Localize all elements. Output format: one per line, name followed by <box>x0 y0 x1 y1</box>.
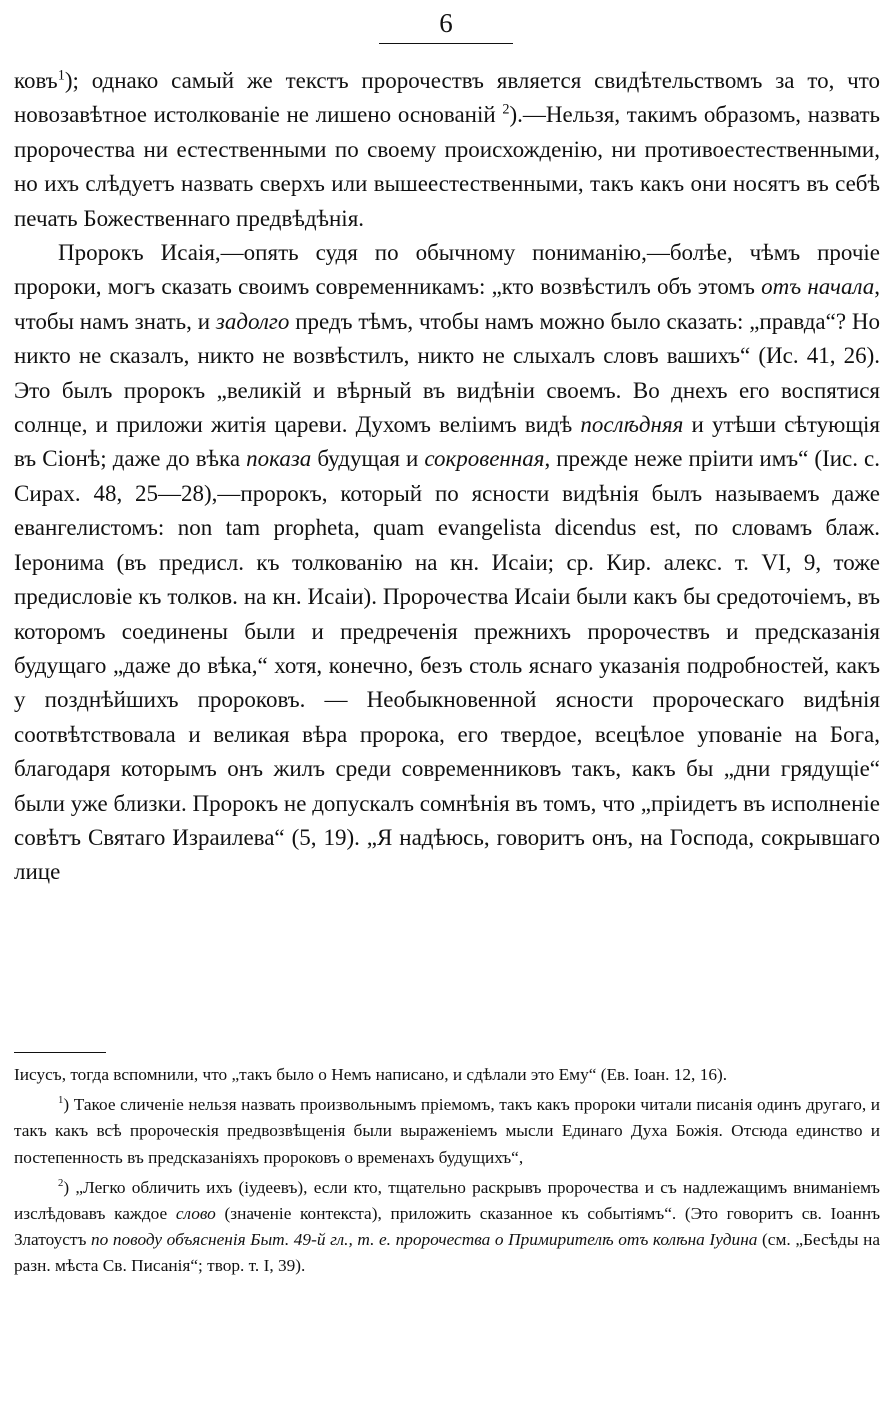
footnote-separator <box>14 1052 106 1053</box>
page-header <box>0 8 892 44</box>
main-text <box>14 64 880 890</box>
footnote-1: $^1$) Такое сличеніе нельзя назвать произвольнымъ пріемомъ, такъ какъ пророки читали писанія одинъ другаго, и такъ какъ всѣ пророческія предвозвѣщенія были выраженіемъ мысли Единаго Духа Божія. Отсюда единство и постепенность въ предсказаніяхъ пророковъ о временахъ будущихъ“, <box>14 1094 880 1167</box>
header-rule <box>379 43 513 44</box>
paragraph-1: ковъ$^1$); однако самый же текстъ пророчествъ является свидѣтельствомъ за то, что новозавѣтное истолкованіе не лишено основаній $^2$).—Нельзя, такимъ образомъ, назвать пророчества ни естественными по своему происхожденію, ни противоестественными, но ихъ слѣдуетъ назвать сверхъ или вышеестественными, такъ какъ они носятъ въ себѣ печать Божественнаго предвѣдѣнія. <box>14 67 881 231</box>
footnote-ref-2: 2 <box>502 101 510 118</box>
footnote-continuation: Іисусъ, тогда вспомнили, что „такъ было о Немъ написано, и сдѣлали это Ему“ (Ев. Іоан. 12, 16). <box>14 1065 728 1084</box>
footnote-2: $^2$) „Легко обличить ихъ (іудеевъ), если кто, тщательно раскрывъ пророчества и съ надлежащимъ вниманіемъ изслѣдовавъ каждое слово (значеніе контекста), приложить сказанное къ событіямъ“. (Это говоритъ св. Іоаннъ Златоустъ по поводу объясненія Быт. 49-й гл., т. е. пророчества о Примирителѣ отъ колѣна Іудина (см. „Бесѣды на разн. мѣста Св. Писанія“; твор. т. I, 39). <box>14 1177 881 1276</box>
footnote-mark-2: 2 <box>58 1177 64 1190</box>
paragraph-2: Пророкъ Исаія,—опять судя по обычному пониманію,—болѣе, чѣмъ прочіе пророки, могъ сказать своимъ современникамъ: „кто возвѣстилъ объ этомъ отъ начала, чтобы намъ знать, и задолго предъ тѣмъ, чтобы намъ можно было сказать: „правда“? Но никто не сказалъ, никто не возвѣстилъ, никто не слыхалъ словъ вашихъ“ (Ис. 41, 26). Это былъ пророкъ „великій и вѣрный въ видѣніи своемъ. Во днехъ его воспятися солнце, и приложи житія цареви. Духомъ велiимъ видѣ послѣдняя и утѣши сѣтующія въ Сіонѣ; даже до вѣка показа будущая и сокровенная, прежде неже пріити имъ“ (Іис. с. Сирах. 48, 25—28),—пророкъ, который по ясности видѣнія былъ называемъ даже евангелистомъ: non tam propheta, quam evangelista dicendus est, по словамъ блаж. Іеронима (въ предисл. къ толкованію на кн. Исаіи; ср. Кир. алекс. т. VI, 9, тоже предисловіе къ толков. на кн. Исаіи). Пророчества Исаіи были какъ бы средоточіемъ, въ которомъ соединены были и предреченія прежнихъ пророчествъ и предсказанія будущаго „даже до вѣка,“ хотя, конечно, безъ столь яснаго указанія подробностей, какъ у позднѣйшихъ пророковъ. — Необыкновенной ясности пророческаго видѣнія соотвѣтствовала и великая вѣра пророка, его твердое, всецѣлое упованіе на Бога, благодаря которымъ онъ жилъ среди современниковъ такъ, какъ бы „дни грядущіе“ были уже близки. Пророкъ не допускалъ сомнѣнія въ томъ, что „пріидетъ въ исполненіе совѣтъ Святаго Израилева“ (5, 19). „Я надѣюсь, говоритъ онъ, на Господа, сокрывшаго лице <box>14 240 880 885</box>
footnotes <box>14 1062 880 1280</box>
footnote-ref-1: 1 <box>57 67 65 84</box>
footnote-mark-1: 1 <box>58 1094 64 1107</box>
page-number: 6 <box>439 8 453 38</box>
